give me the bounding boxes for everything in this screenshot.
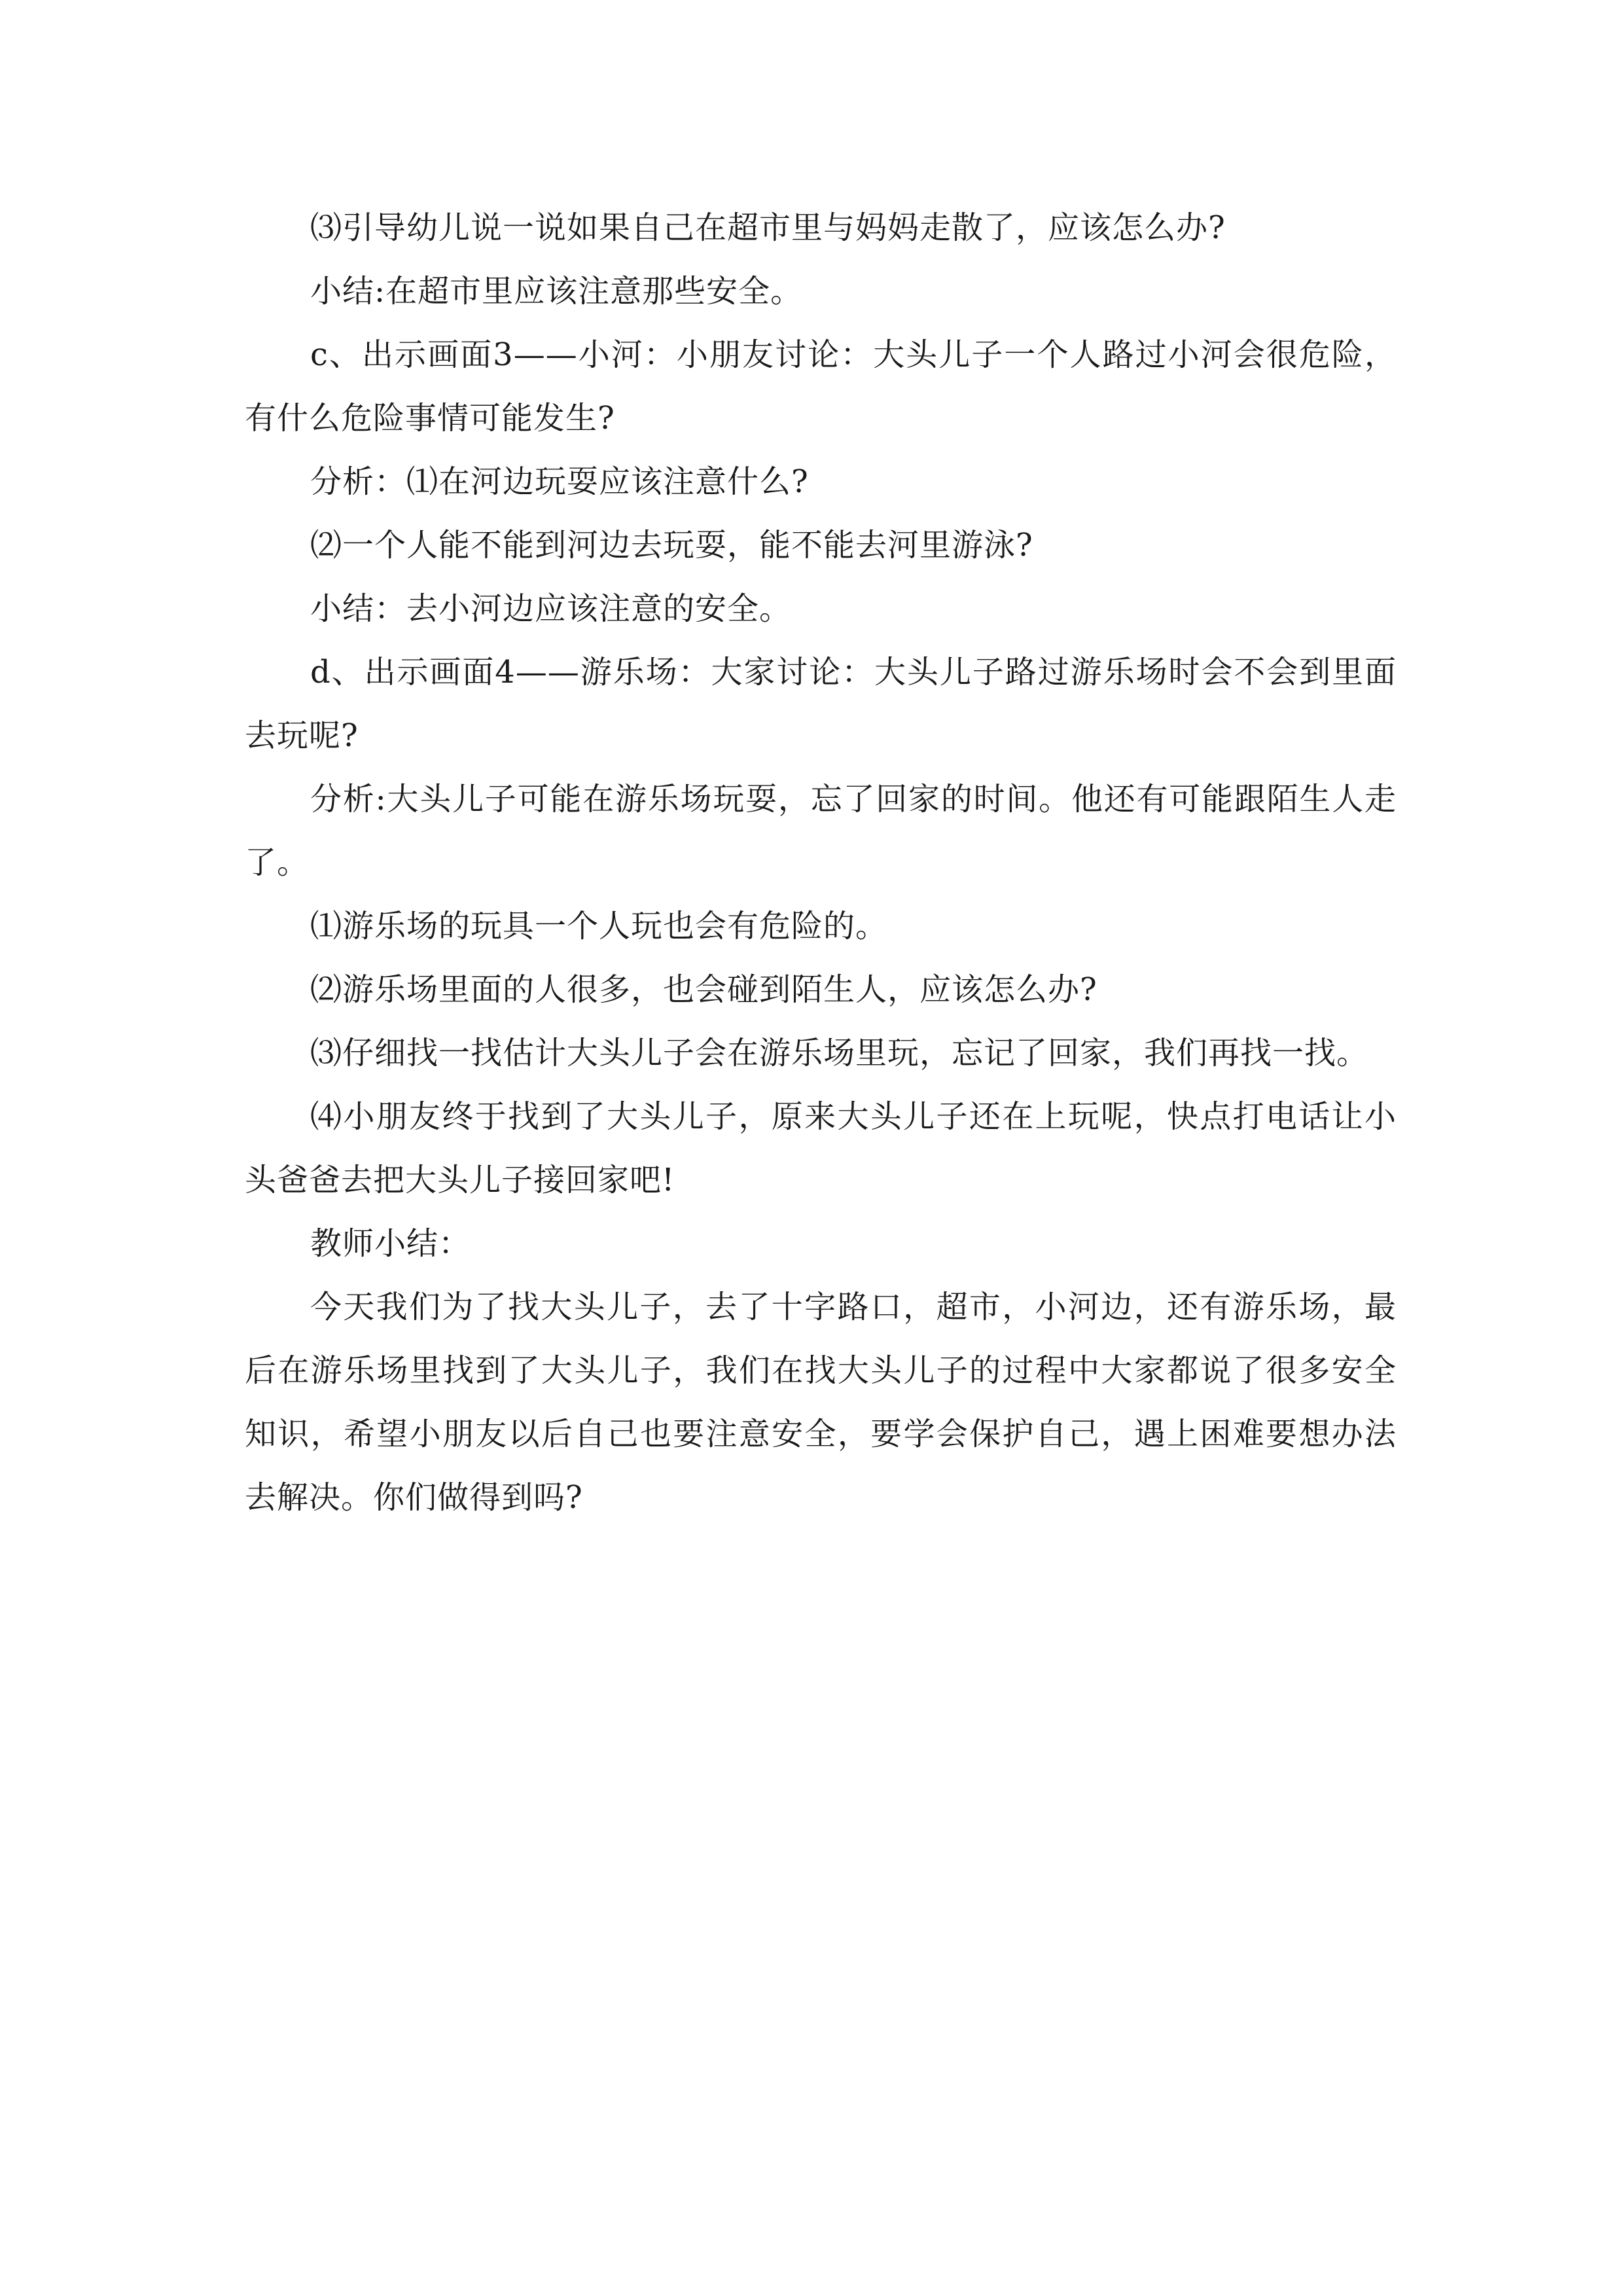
paragraph: 分析：⑴在河边玩耍应该注意什么? bbox=[310, 463, 809, 500]
paragraph: 分析:大头儿子可能在游乐场玩耍，忘了回家的时间。他还有可能跟陌生人走了。 bbox=[245, 781, 1397, 881]
paragraph: 今天我们为了找大头儿子，去了十字路口，超市，小河边，还有游乐场，最后在游乐场里找到了大头儿子，我们在找大头儿子的过程中大家都说了很多安全知识，希望小朋友以后自己也要注意安全，要学会保护自己，遇上困难要想办法去解决。你们做得到吗? bbox=[245, 1289, 1397, 1516]
paragraph: ⑷小朋友终于找到了大头儿子，原来大头儿子还在上玩呢，快点打电话让小头爸爸去把大头儿子接回家吧! bbox=[245, 1098, 1397, 1198]
paragraph: ⑵一个人能不能到河边去玩耍，能不能去河里游泳? bbox=[310, 527, 1033, 564]
paragraph: 小结：去小河边应该注意的安全。 bbox=[310, 590, 792, 627]
paragraph: 小结:在超市里应该注意那些安全。 bbox=[310, 273, 803, 310]
paragraph: d、出示画面4——游乐场：大家讨论：大头儿子路过游乐场时会不会到里面去玩呢? bbox=[245, 654, 1397, 754]
paragraph: ⑵游乐场里面的人很多，也会碰到陌生人，应该怎么办? bbox=[310, 971, 1097, 1008]
paragraph: 教师小结： bbox=[310, 1225, 471, 1262]
paragraph: c、出示画面3——小河：小朋友讨论：大头儿子一个人路过小河会很危险，有什么危险事情可能发生? bbox=[245, 336, 1397, 437]
paragraph: ⑶仔细找一找估计大头儿子会在游乐场里玩，忘记了回家，我们再找一找。 bbox=[310, 1035, 1369, 1071]
paragraph: ⑶引导幼儿说一说如果自己在超市里与妈妈走散了，应该怎么办? bbox=[310, 209, 1226, 246]
paragraph: ⑴游乐场的玩具一个人玩也会有危险的。 bbox=[310, 908, 888, 944]
document-body bbox=[245, 196, 1397, 1530]
